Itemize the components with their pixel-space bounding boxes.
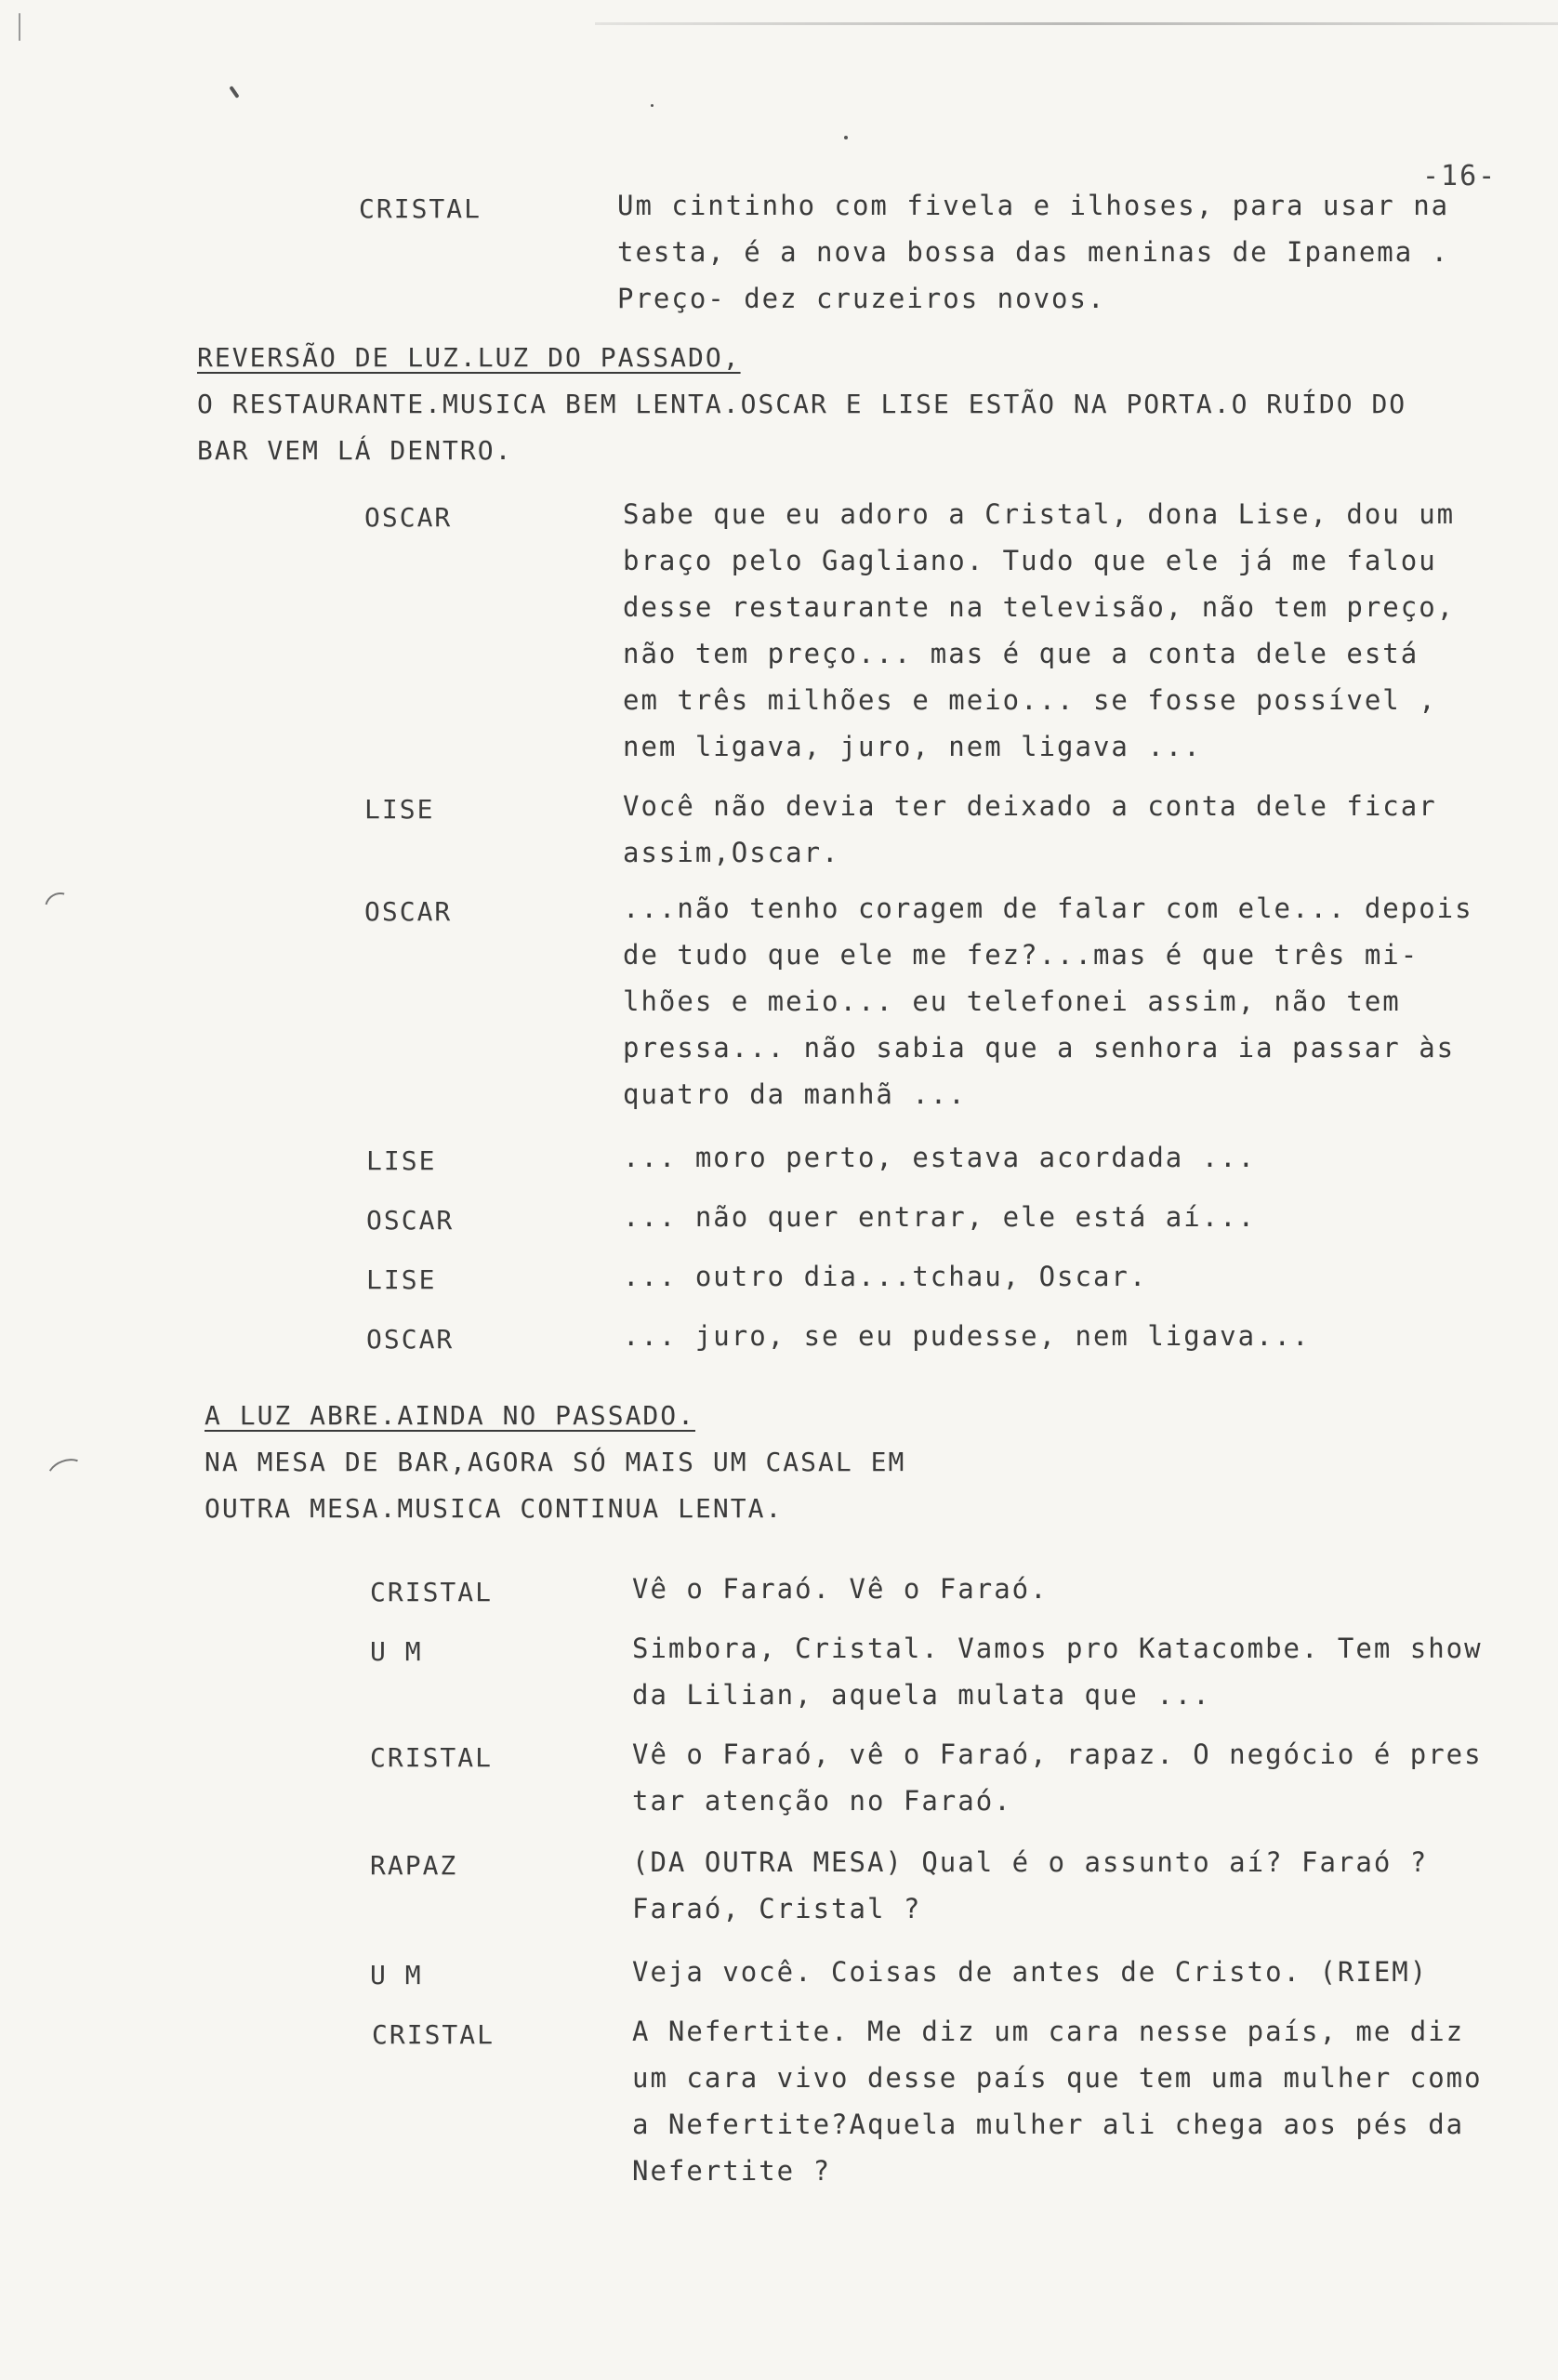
stage-direction-line: NA MESA DE BAR,AGORA SÓ MAIS UM CASAL EM	[205, 1447, 906, 1477]
dialogue-line: um cara vivo desse país que tem uma mulher como	[632, 2062, 1483, 2094]
dialogue-line: lhões e meio... eu telefonei assim, não tem	[623, 985, 1401, 1017]
dialogue-line: testa, é a nova bossa das meninas de Ipanema .	[617, 236, 1450, 268]
dialogue-line: Simbora, Cristal. Vamos pro Katacombe. Tem show	[632, 1633, 1483, 1664]
speaker-cristal: CRISTAL	[370, 1742, 494, 1773]
dialogue-line: ... juro, se eu pudesse, nem ligava...	[623, 1320, 1311, 1352]
scan-speck	[844, 136, 848, 139]
speaker-lise: LISE	[366, 1145, 437, 1176]
stage-direction-line: BAR VEM LÁ DENTRO.	[197, 435, 513, 466]
speaker-cristal: CRISTAL	[370, 1577, 494, 1607]
dialogue-line: Veja você. Coisas de antes de Cristo. (RIEM)	[632, 1956, 1429, 1988]
stage-direction-line: OUTRA MESA.MUSICA CONTINUA LENTA.	[205, 1493, 784, 1524]
speaker-cristal: CRISTAL	[359, 193, 482, 224]
speaker-oscar: OSCAR	[364, 502, 453, 533]
dialogue-line: Você não devia ter deixado a conta dele ficar	[623, 790, 1437, 822]
scan-top-edge	[595, 22, 1558, 25]
dialogue-line: Preço- dez cruzeiros novos.	[617, 283, 1106, 314]
dialogue-line: assim,Oscar.	[623, 837, 840, 868]
stage-direction-title: A LUZ ABRE.AINDA NO PASSADO.	[205, 1400, 696, 1431]
dialogue-line: ... moro perto, estava acordada ...	[623, 1142, 1257, 1173]
page-number: -16-	[1422, 160, 1498, 192]
stage-direction-line: O RESTAURANTE.MUSICA BEM LENTA.OSCAR E LISE ESTÃO NA PORTA.O RUÍDO DO	[197, 389, 1407, 419]
speaker-lise: LISE	[366, 1264, 437, 1295]
dialogue-line: A Nefertite. Me diz um cara nesse país, me diz	[632, 2016, 1465, 2047]
dialogue-line: Faraó, Cristal ?	[632, 1893, 922, 1924]
scan-margin-mark	[39, 887, 82, 930]
dialogue-line: Vê o Faraó. Vê o Faraó.	[632, 1573, 1049, 1605]
dialogue-line: ...não tenho coragem de falar com ele... depois	[623, 892, 1473, 924]
speaker-oscar: OSCAR	[366, 1324, 455, 1355]
scan-margin-mark	[43, 1453, 91, 1495]
speaker-rapaz: RAPAZ	[370, 1850, 458, 1881]
scan-speck	[651, 104, 654, 107]
dialogue-line: Vê o Faraó, vê o Faraó, rapaz. O negócio é pres	[632, 1739, 1483, 1770]
scan-speck	[229, 86, 239, 99]
dialogue-line: Um cintinho com fivela e ilhoses, para usar na	[617, 190, 1450, 221]
dialogue-line: ... outro dia...tchau, Oscar.	[623, 1261, 1148, 1292]
dialogue-line: quatro da manhã ...	[623, 1078, 967, 1110]
dialogue-line: em três milhões e meio... se fosse possível ,	[623, 684, 1437, 716]
speaker-um: U M	[370, 1636, 423, 1667]
dialogue-line: a Nefertite?Aquela mulher ali chega aos pés da	[632, 2109, 1465, 2140]
dialogue-line: braço pelo Gagliano. Tudo que ele já me falou	[623, 545, 1437, 576]
dialogue-line: ... não quer entrar, ele está aí...	[623, 1201, 1257, 1233]
speaker-lise: LISE	[364, 794, 435, 825]
speaker-oscar: OSCAR	[364, 896, 453, 927]
dialogue-line: pressa... não sabia que a senhora ia passar às	[623, 1032, 1456, 1064]
dialogue-line: não tem preço... mas é que a conta dele está	[623, 638, 1419, 669]
dialogue-line: Nefertite ?	[632, 2155, 832, 2187]
dialogue-line: nem ligava, juro, nem ligava ...	[623, 731, 1202, 762]
stage-direction-title: REVERSÃO DE LUZ.LUZ DO PASSADO,	[197, 342, 741, 373]
speaker-oscar: OSCAR	[366, 1205, 455, 1236]
dialogue-line: de tudo que ele me fez?...mas é que três mi-	[623, 939, 1419, 971]
dialogue-line: desse restaurante na televisão, não tem preço,	[623, 591, 1456, 623]
dialogue-line: Sabe que eu adoro a Cristal, dona Lise, dou um	[623, 498, 1456, 530]
dialogue-line: da Lilian, aquela mulata que ...	[632, 1679, 1211, 1711]
scan-speck	[19, 13, 20, 41]
dialogue-line: tar atenção no Faraó.	[632, 1785, 1012, 1817]
dialogue-line: (DA OUTRA MESA) Qual é o assunto aí? Faraó ?	[632, 1846, 1429, 1878]
speaker-um: U M	[370, 1960, 423, 1990]
speaker-cristal: CRISTAL	[372, 2019, 495, 2050]
